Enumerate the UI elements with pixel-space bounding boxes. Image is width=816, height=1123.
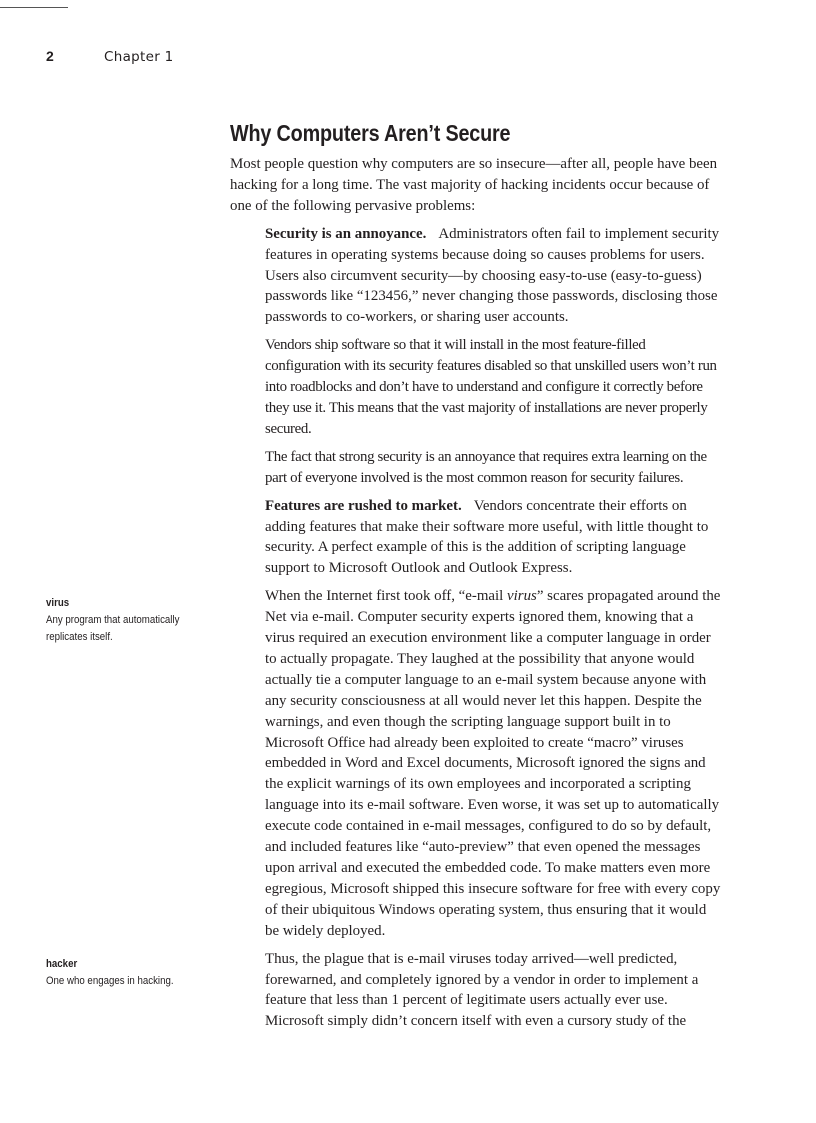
margin-term: hacker [46,958,78,970]
chapter-label: Chapter 1 [104,49,174,65]
margin-definition-line: replicates itself. [46,631,113,643]
paragraph-text: Administrators often fail to implement security features in operating systems because doing so causes problems for users. Users also circumvent security—by choosing easy-to-use (easy-to-guess) passwords like “123456,” never changing those passwords, disclosing those passwords to co-workers, or sharing user accounts. [265,225,720,326]
body-paragraph: Vendors ship software so that it will install in the most feature-filled configuration with its security features disabled so that unskilled users won’t run into roadblocks and don’t have to understand and configure it correctly before they use it. This means that the vast majority of installations are never properly secured. [265,337,717,437]
margin-definition-line: One who engages in hacking. [46,975,174,987]
intro-paragraph: Most people question why computers are so insecure—after all, people have been hacking for a long time. The vast majority of hacking incidents occur because of one of the following pervasive problems: [230,156,718,214]
page-number: 2 [46,48,54,64]
body-paragraph: Thus, the plague that is e-mail viruses today arrived—well predicted, forewarned, and completely ignored by a vendor in order to implement a feature that less than 1 percent of legitimate users actually ever use. Microsoft simply didn’t concern itself with even a cursory study of the [265,950,699,1030]
margin-definition-line: Any program that automatically [46,614,180,626]
problem-paragraph [265,224,721,329]
section-title: Why Computers Aren’t Secure [230,120,511,146]
run-in-heading: Security is an annoyance. [265,225,427,242]
paragraph-text: Vendors concentrate their efforts on adding features that make their software more useful, with little thought to security. A perfect example of this is the addition of scripting language support to Microsoft Outlook and Outlook Express. [265,497,709,577]
paragraph-text: When the Internet first took off, “e-mail [265,588,508,605]
main-text-column [230,118,730,1039]
paragraph-text: ” scares propagated around the Net via e-mail. Computer security experts ignored them, knowing that a virus required an execution environment like a computer language in order to actually propagate. They laughed at the possibility that anyone would actually tie a computer language to an e-mail system because anyone with any security consciousness at all would never let this happen. Despite the warnings, and even though the scripting language support built in to Microsoft Office had already been exploited to create “macro” viruses embedded in Word and Excel documents, Microsoft ignored the signs and the explicit warnings of its own employees and incorporated a scripting language into its e-mail software. Even worse, it was set up to automatically execute code contained in e-mail messages, configured to do so by default, and included features like “auto-preview” that even opened the messages upon arrival and executed the embedded code. To make matters even more egregious, Microsoft shipped this insecure software for free with every copy of their ubiquitous Windows operating system, thus ensuring that it would be widely deployed. [265,588,721,939]
run-in-heading: Features are rushed to market. [265,497,462,514]
margin-note-hacker [46,956,196,990]
crop-mark [0,7,68,8]
running-head [46,48,174,65]
problem-list [265,224,721,1033]
margin-term: virus [46,597,70,609]
problem-paragraph [265,496,721,580]
italic-term: virus [507,588,537,605]
virus-paragraph [265,586,721,941]
body-paragraph: The fact that strong security is an annoyance that requires extra learning on the part of everyone involved is the most common reason for security failures. [265,448,707,486]
margin-note-virus [46,595,196,646]
